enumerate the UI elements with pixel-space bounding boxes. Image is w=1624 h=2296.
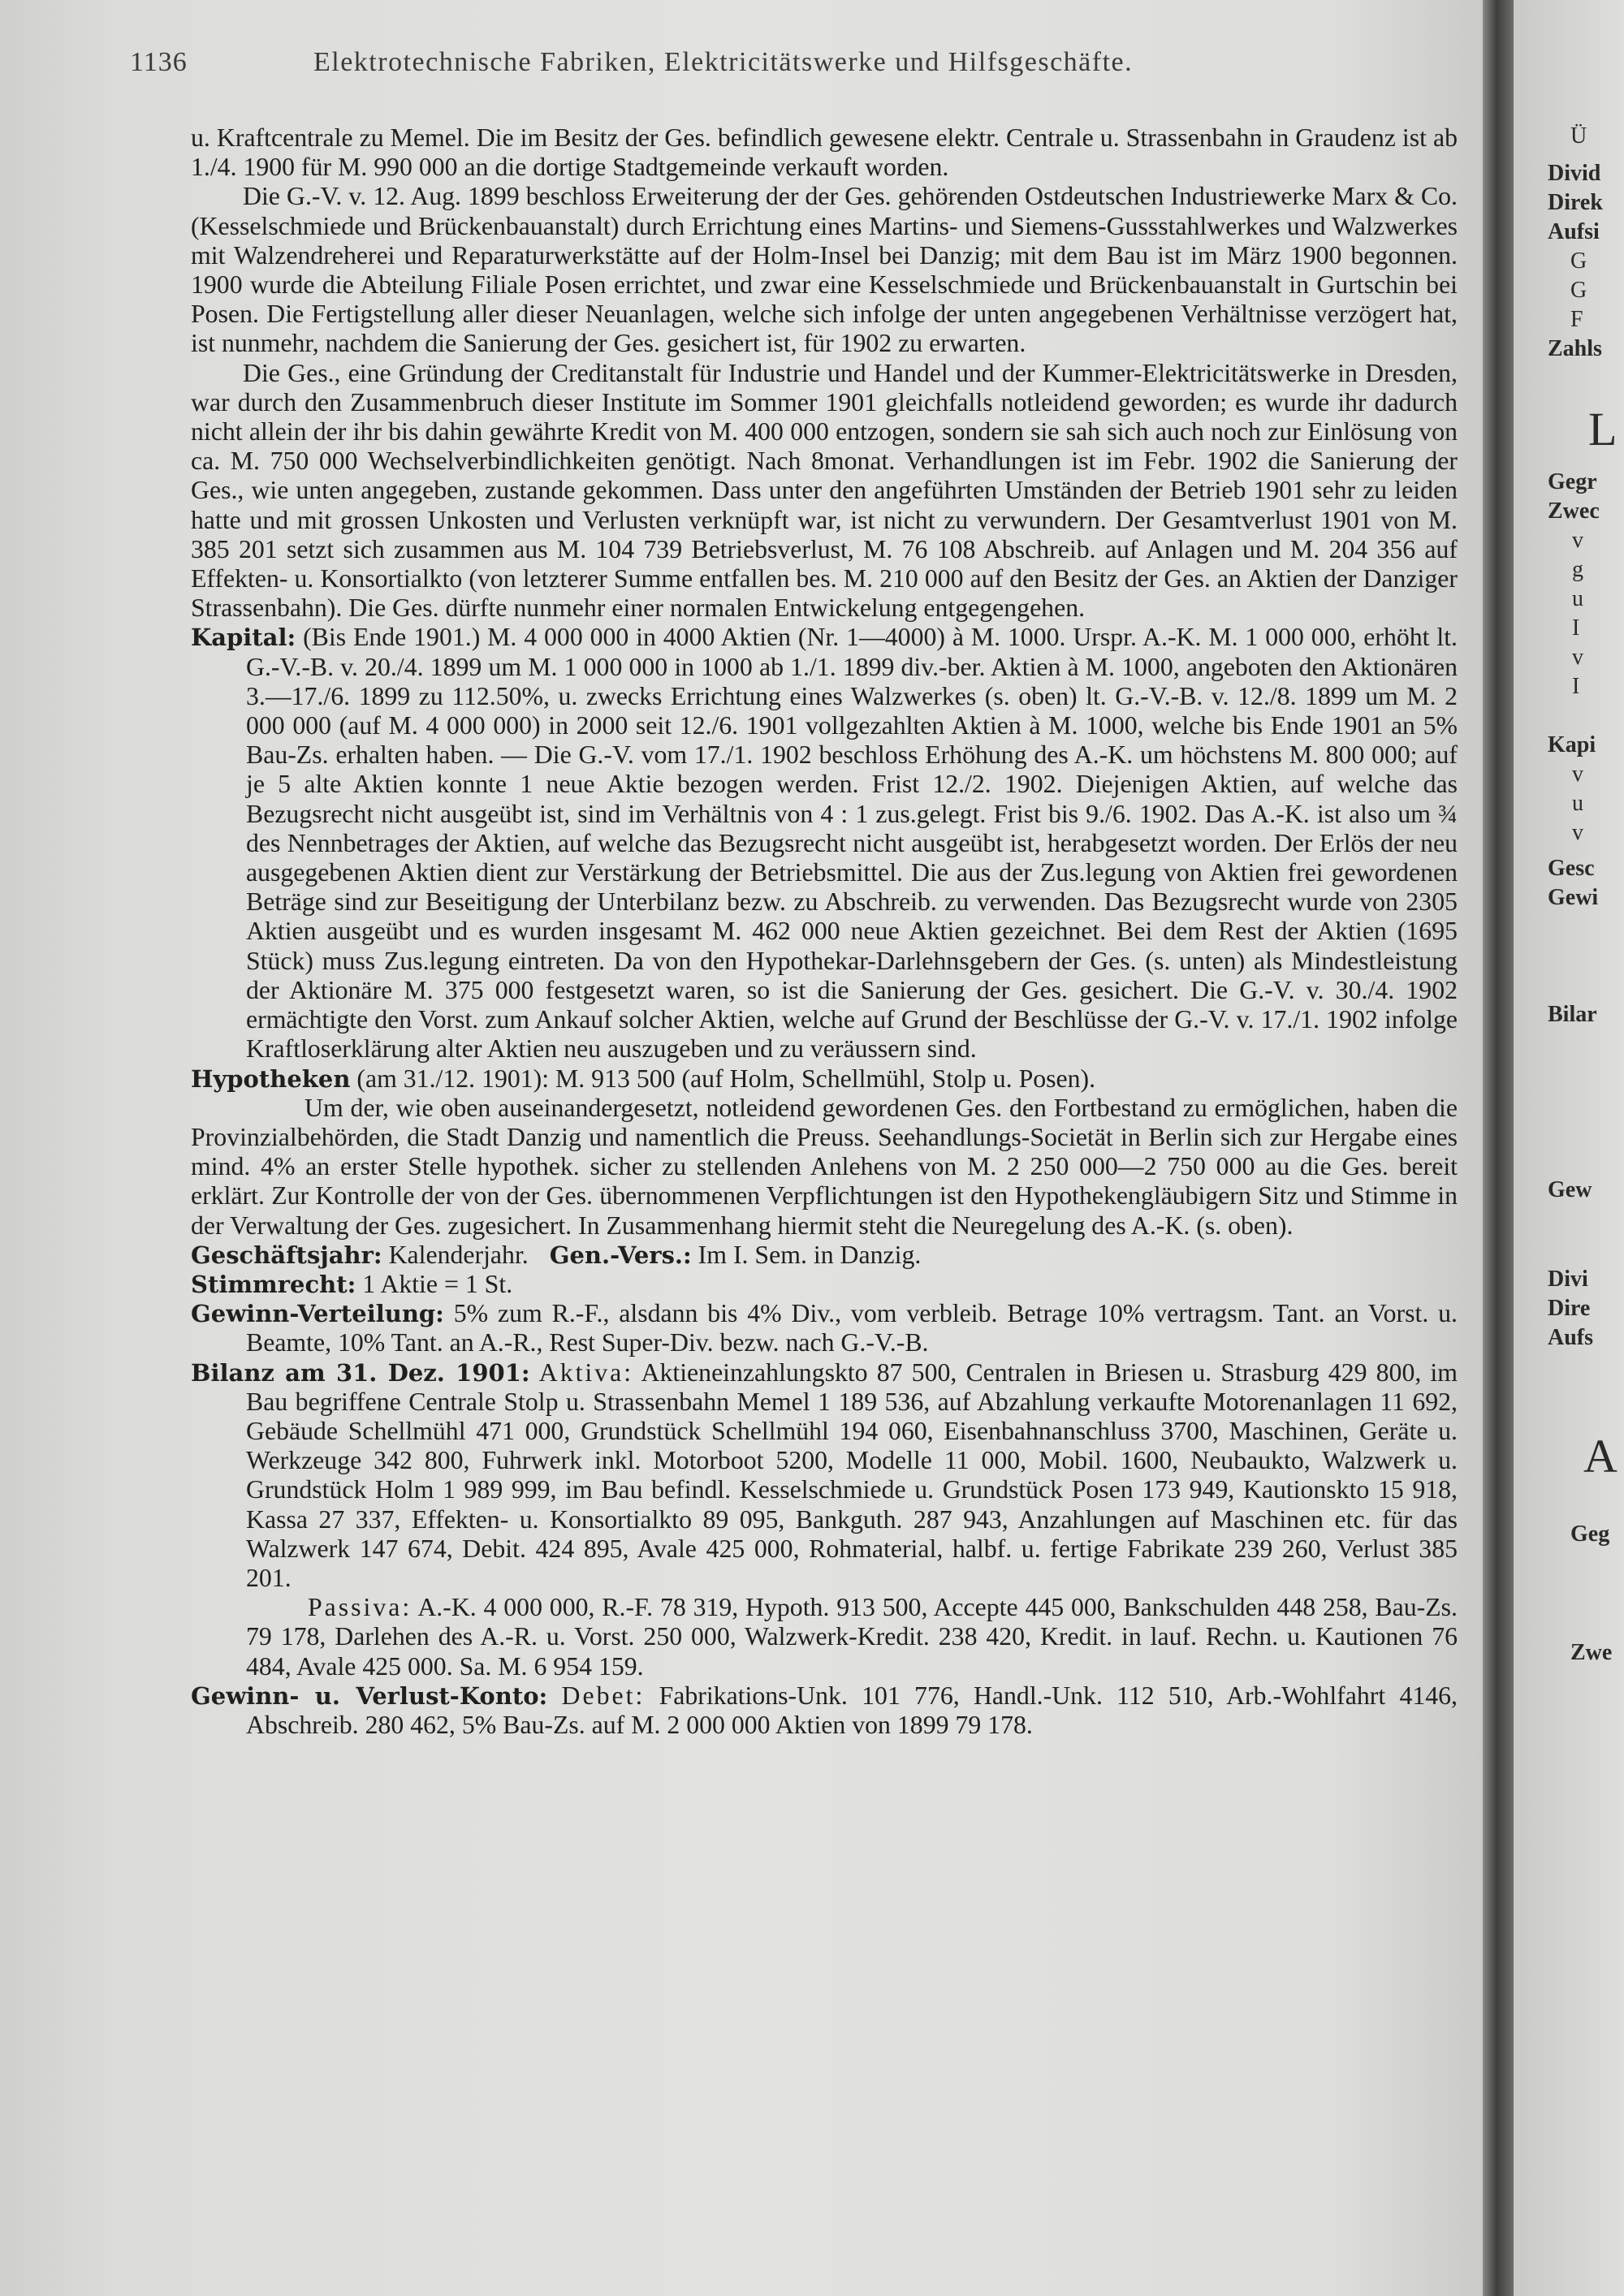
section-text: (Bis Ende 1901.) M. 4 000 000 in 4000 Aktien (Nr. 1—4000) à M. 1000. Urspr. A.-K. M. 1 000 000, erhöht lt. G.-V.-B. v. 20./4. 1899 um M. 1 000 000 in 1000 ab 1./1. 1899 div.-ber. Aktien à M. 1000, angeboten den Aktionären 3.—17./6. 1899 zu 112.50%, u. zwecks Errichtung eines Walzwerkes (s. oben) lt. G.-V.-B. v. 12./8. 1899 um M. 2 000 000 (auf M. 4 000 000) in 2000 seit 12./6. 1901 vollgezahlten Aktien à M. 1000, welche bis Ende 1901 an 5% Bau-Zs. erhalten haben. — Die G.-V. vom 17./1. 1902 beschloss Erhöhung des A.-K. um höchstens M. 800 000; auf je 5 alte Aktien konnte 1 neue Aktie bezogen werden. Frist 12./2. 1902. Diejenigen Aktien, auf welche das Bezugsrecht nicht ausgeübt ist, sind im Verhältnis von 4 : 1 zus.gelegt. Frist bis 9./6. 1902. Das A.-K. ist also um ¾ des Nennbetrages der Aktien, auf welche das Bezugsrecht nicht ausgeübt ist, herabgesetzt worden. Der Erlös der neu ausgegebenen Aktien dient zur Verstärkung der Betriebsmittel. Die aus der Zus.legung von Aktien frei gewordenen Beträge sind zur Beseitigung der Unterbilanz bezw. zu Abschreib. zu verwenden. Das Bezugsrecht wurde von 2305 Aktien ausgeübt und es wurden insgesamt M. 462 000 neue Aktien gezeichnet. Bei dem Rest der Aktien (1695 Stück) muss Zus.legung eintreten. Da von den Hypothekar-Darlehnsgebern der Ges. (s. unten) als Mindestleistung der Aktionäre M. 375 000 festgesetzt waren, so ist die Sanierung der Ges. gesichert. Die G.-V. v. 30./4. 1902 ermächtigte den Vorst. zum Ankauf solcher Aktien, welche auf Grund der Beschlüsse der G.-V. v. 17./1. 1902 infolge Kraftloserklärung alter Aktien neu auszugeben und zu veräussern sind. xyxy=(246,623,1458,1064)
margin-fragment: Gesc xyxy=(1548,856,1595,881)
section-text: Fabrikations-Unk. 101 776, Handl.-Unk. 112 510, Arb.-Wohlfahrt 4146, Abschreib. 280 462, 5% Bau-Zs. auf M. 2 000 000 Aktien von 1899 79 178. xyxy=(246,1681,1458,1739)
adjacent-page-edge xyxy=(1514,0,1624,2296)
section-gewinn-verteilung xyxy=(191,1299,1458,1357)
margin-fragment: Gegr xyxy=(1548,469,1597,494)
margin-fragment: v xyxy=(1572,820,1583,845)
sub-label: Passiva: xyxy=(308,1593,412,1622)
margin-fragment: Divid xyxy=(1548,161,1601,186)
margin-fragment: Gewi xyxy=(1548,885,1599,910)
page-number: 1136 xyxy=(130,47,188,77)
margin-fragment: L xyxy=(1588,403,1618,455)
margin-fragment: g xyxy=(1572,557,1583,582)
section-label: Gewinn- u. Verlust-Konto: xyxy=(191,1681,548,1710)
section-hypotheken xyxy=(191,1064,1458,1094)
margin-fragment: Bilar xyxy=(1548,1002,1597,1027)
section-label: Gen.-Vers.: xyxy=(549,1241,692,1269)
book-gutter xyxy=(1483,0,1514,2296)
section-text: Aktieneinzahlungskto 87 500, Centralen in Briesen u. Strasburg 429 800, im Bau begriffene Centrale Stolp u. Strassenbahn Memel 1 189 536, auf Abzahlung verkaufte Motorenanlagen 11 692, Gebäude Schellmühl 471 000, Grundstück Schellmühl 194 060, Eisenbahnanschluss 3700, Maschinen, Geräte u. Werkzeuge 342 800, Fuhrwerk inkl. Motorboot 5200, Modelle 11 000, Mobil. 1600, Neubaukto, Walzwerk u. Grundstück Holm 1 989 999, im Bau befindl. Kesselschmiede u. Grundstück Posen 173 949, Kautionskto 15 918, Kassa 27 337, Effekten- u. Konsortialkto 89 095, Bankguth. 287 943, Anzahlungen auf Maschinen etc. für das Walzwerk 147 674, Debit. 424 895, Avale 425 000, Rohmaterial, halbf. u. fertige Fabrikate 239 260, Verlust 385 201. xyxy=(246,1357,1458,1592)
paragraph: u. Kraftcentrale zu Memel. Die im Besitz der Ges. befindlich gewesene elektr. Centrale u. Strassenbahn in Graudenz ist ab 1./4. 1900 für M. 990 000 an die dortige Stadtgemeinde verkauft worden. xyxy=(191,123,1458,182)
running-title: Elektrotechnische Fabriken, Elektricitätswerke und Hilfsgeschäfte. xyxy=(313,47,1134,77)
section-label: Stimmrecht: xyxy=(191,1270,356,1298)
section-geschaeftsjahr xyxy=(191,1241,1458,1270)
section-text: 5% zum R.-F., alsdann bis 4% Div., vom verbleib. Betrage 10% vertragsm. Tant. an Vorst. u. Beamte, 10% Tant. an A.-R., Rest Super-Div. bezw. nach G.-V.-B. xyxy=(246,1299,1458,1357)
margin-fragment: Gew xyxy=(1548,1177,1592,1202)
section-label: Kapital: xyxy=(191,624,296,652)
margin-fragment: Zahls xyxy=(1548,336,1602,361)
margin-fragment: Direk xyxy=(1548,190,1603,215)
margin-fragment: u xyxy=(1572,586,1583,611)
section-bilanz xyxy=(191,1358,1458,1594)
margin-fragment: G xyxy=(1570,248,1587,274)
margin-fragment: Dire xyxy=(1548,1296,1591,1321)
section-label: Hypotheken xyxy=(191,1064,351,1093)
margin-fragment: Aufs xyxy=(1548,1325,1594,1350)
margin-fragment: Kapi xyxy=(1548,732,1596,757)
margin-fragment: A xyxy=(1583,1430,1618,1482)
section-label: Bilanz am 31. Dez. 1901: xyxy=(191,1358,530,1387)
margin-fragment: F xyxy=(1570,307,1583,332)
margin-fragment: Aufsi xyxy=(1548,219,1600,244)
margin-fragment: v xyxy=(1572,762,1583,787)
margin-fragment: v xyxy=(1572,645,1583,670)
sub-label: Aktiva: xyxy=(538,1357,634,1387)
sub-label: Debet: xyxy=(561,1681,646,1710)
section-text: Im I. Sem. in Danzig. xyxy=(698,1240,922,1269)
margin-fragment: Geg xyxy=(1570,1521,1610,1547)
margin-fragment: Divi xyxy=(1548,1267,1588,1292)
section-text: (am 31./12. 1901): M. 913 500 (auf Holm, Schellmühl, Stolp u. Posen). xyxy=(356,1064,1096,1093)
margin-fragment: I xyxy=(1572,615,1580,641)
margin-fragment: Zwec xyxy=(1548,498,1600,524)
margin-fragment: u xyxy=(1572,791,1583,816)
section-gewinn-verlust xyxy=(191,1681,1458,1740)
section-text: A.-K. 4 000 000, R.-F. 78 319, Hypoth. 913 500, Accepte 445 000, Bankschulden 448 258, Bau-Zs. 79 178, Darlehen des A.-R. u. Vorst. 250 000, Walzwerk-Kredit. 238 420, Kredit. in lauf. Rechn. u. Kautionen 76 484, Avale 425 000. Sa. M. 6 954 159. xyxy=(246,1593,1458,1681)
section-passiva xyxy=(191,1593,1458,1681)
paragraph: Die G.-V. v. 12. Aug. 1899 beschloss Erweiterung der der Ges. gehörenden Ostdeutschen Industriewerke Marx & Co. (Kesselschmiede und Brückenbauanstalt) durch Errichtung eines Martins- und Siemens-Gussstahlwerkes und Walzwerkes mit Walzendreherei und Reparaturwerkstätte auf der Holm-Insel bei Danzig; mit dem Bau ist im März 1900 begonnen. 1900 wurde die Abteilung Filiale Posen errichtet, und zwar eine Kesselschmiede und Brückenbauanstalt in Gurtschin bei Posen. Die Fertigstellung aller dieser Neuanlagen, welche sich infolge der unten angegebenen Verhältnisse verzögert hat, ist nunmehr, nachdem die Sanierung der Ges. gesichert ist, für 1902 zu erwarten. xyxy=(191,182,1458,358)
margin-fragment: Zwe xyxy=(1570,1640,1613,1665)
paragraph: Die Ges., eine Gründung der Creditanstalt für Industrie und Handel und der Kummer-Elektricitätswerke in Dresden, war durch den Zusammenbruch dieser Institute im Sommer 1901 gleichfalls notleidend geworden; es wurde ihr dadurch nicht allein der ihr bis dahin gewährte Kredit von M. 400 000 entzogen, sondern sie sah sich auch noch zur Einlösung von ca. M. 750 000 Wechselverbindlichkeiten genötigt. Nach 8monat. Verhandlungen ist im Febr. 1902 die Sanierung der Ges., wie unten angegeben, zustande gekommen. Dass unter den angeführten Umständen der Betrieb 1901 sehr zu leiden hatte und mit grossen Unkosten und Verlusten verknüpft war, ist nicht zu verwundern. Der Gesamtverlust 1901 von M. 385 201 setzt sich zusammen aus M. 104 739 Betriebsverlust, M. 76 108 Abschreib. auf Anlagen und M. 204 356 auf Effekten- u. Konsortialkto (von letzterer Summe entfallen bes. M. 210 000 auf den Besitz der Ges. an Aktien der Danziger Strassenbahn). Die Ges. dürfte nunmehr einer normalen Entwickelung entgegengehen. xyxy=(191,358,1458,623)
margin-fragment: v xyxy=(1572,528,1583,553)
margin-fragment: Ü xyxy=(1570,123,1587,149)
section-text: Kalenderjahr. xyxy=(388,1240,529,1269)
section-stimmrecht xyxy=(191,1270,1458,1299)
section-kapital xyxy=(191,623,1458,1064)
section-text: 1 Aktie = 1 St. xyxy=(362,1269,513,1298)
margin-fragment: I xyxy=(1572,674,1580,699)
section-label: Geschäftsjahr: xyxy=(191,1241,382,1269)
section-label: Gewinn-Verteilung: xyxy=(191,1300,444,1328)
body-text xyxy=(191,123,1458,1740)
paragraph: Um der, wie oben auseinandergesetzt, notleidend gewordenen Ges. den Fortbestand zu ermöglichen, haben die Provinzialbehörden, die Stadt Danzig und namentlich die Preuss. Seehandlungs-Societät in Berlin sich zur Hergabe eines mind. 4% an erster Stelle hypothek. sicher zu stellenden Anlehens von M. 2 250 000—2 750 000 au die Ges. bereit erklärt. Zur Kontrolle der von der Ges. übernommenen Verpflichtungen ist den Hypothekengläubigern Sitz und Stimme in der Verwaltung der Ges. zugesichert. In Zusammenhang hiermit steht die Neuregelung des A.-K. (s. oben). xyxy=(191,1093,1458,1240)
margin-fragment: G xyxy=(1570,278,1587,303)
